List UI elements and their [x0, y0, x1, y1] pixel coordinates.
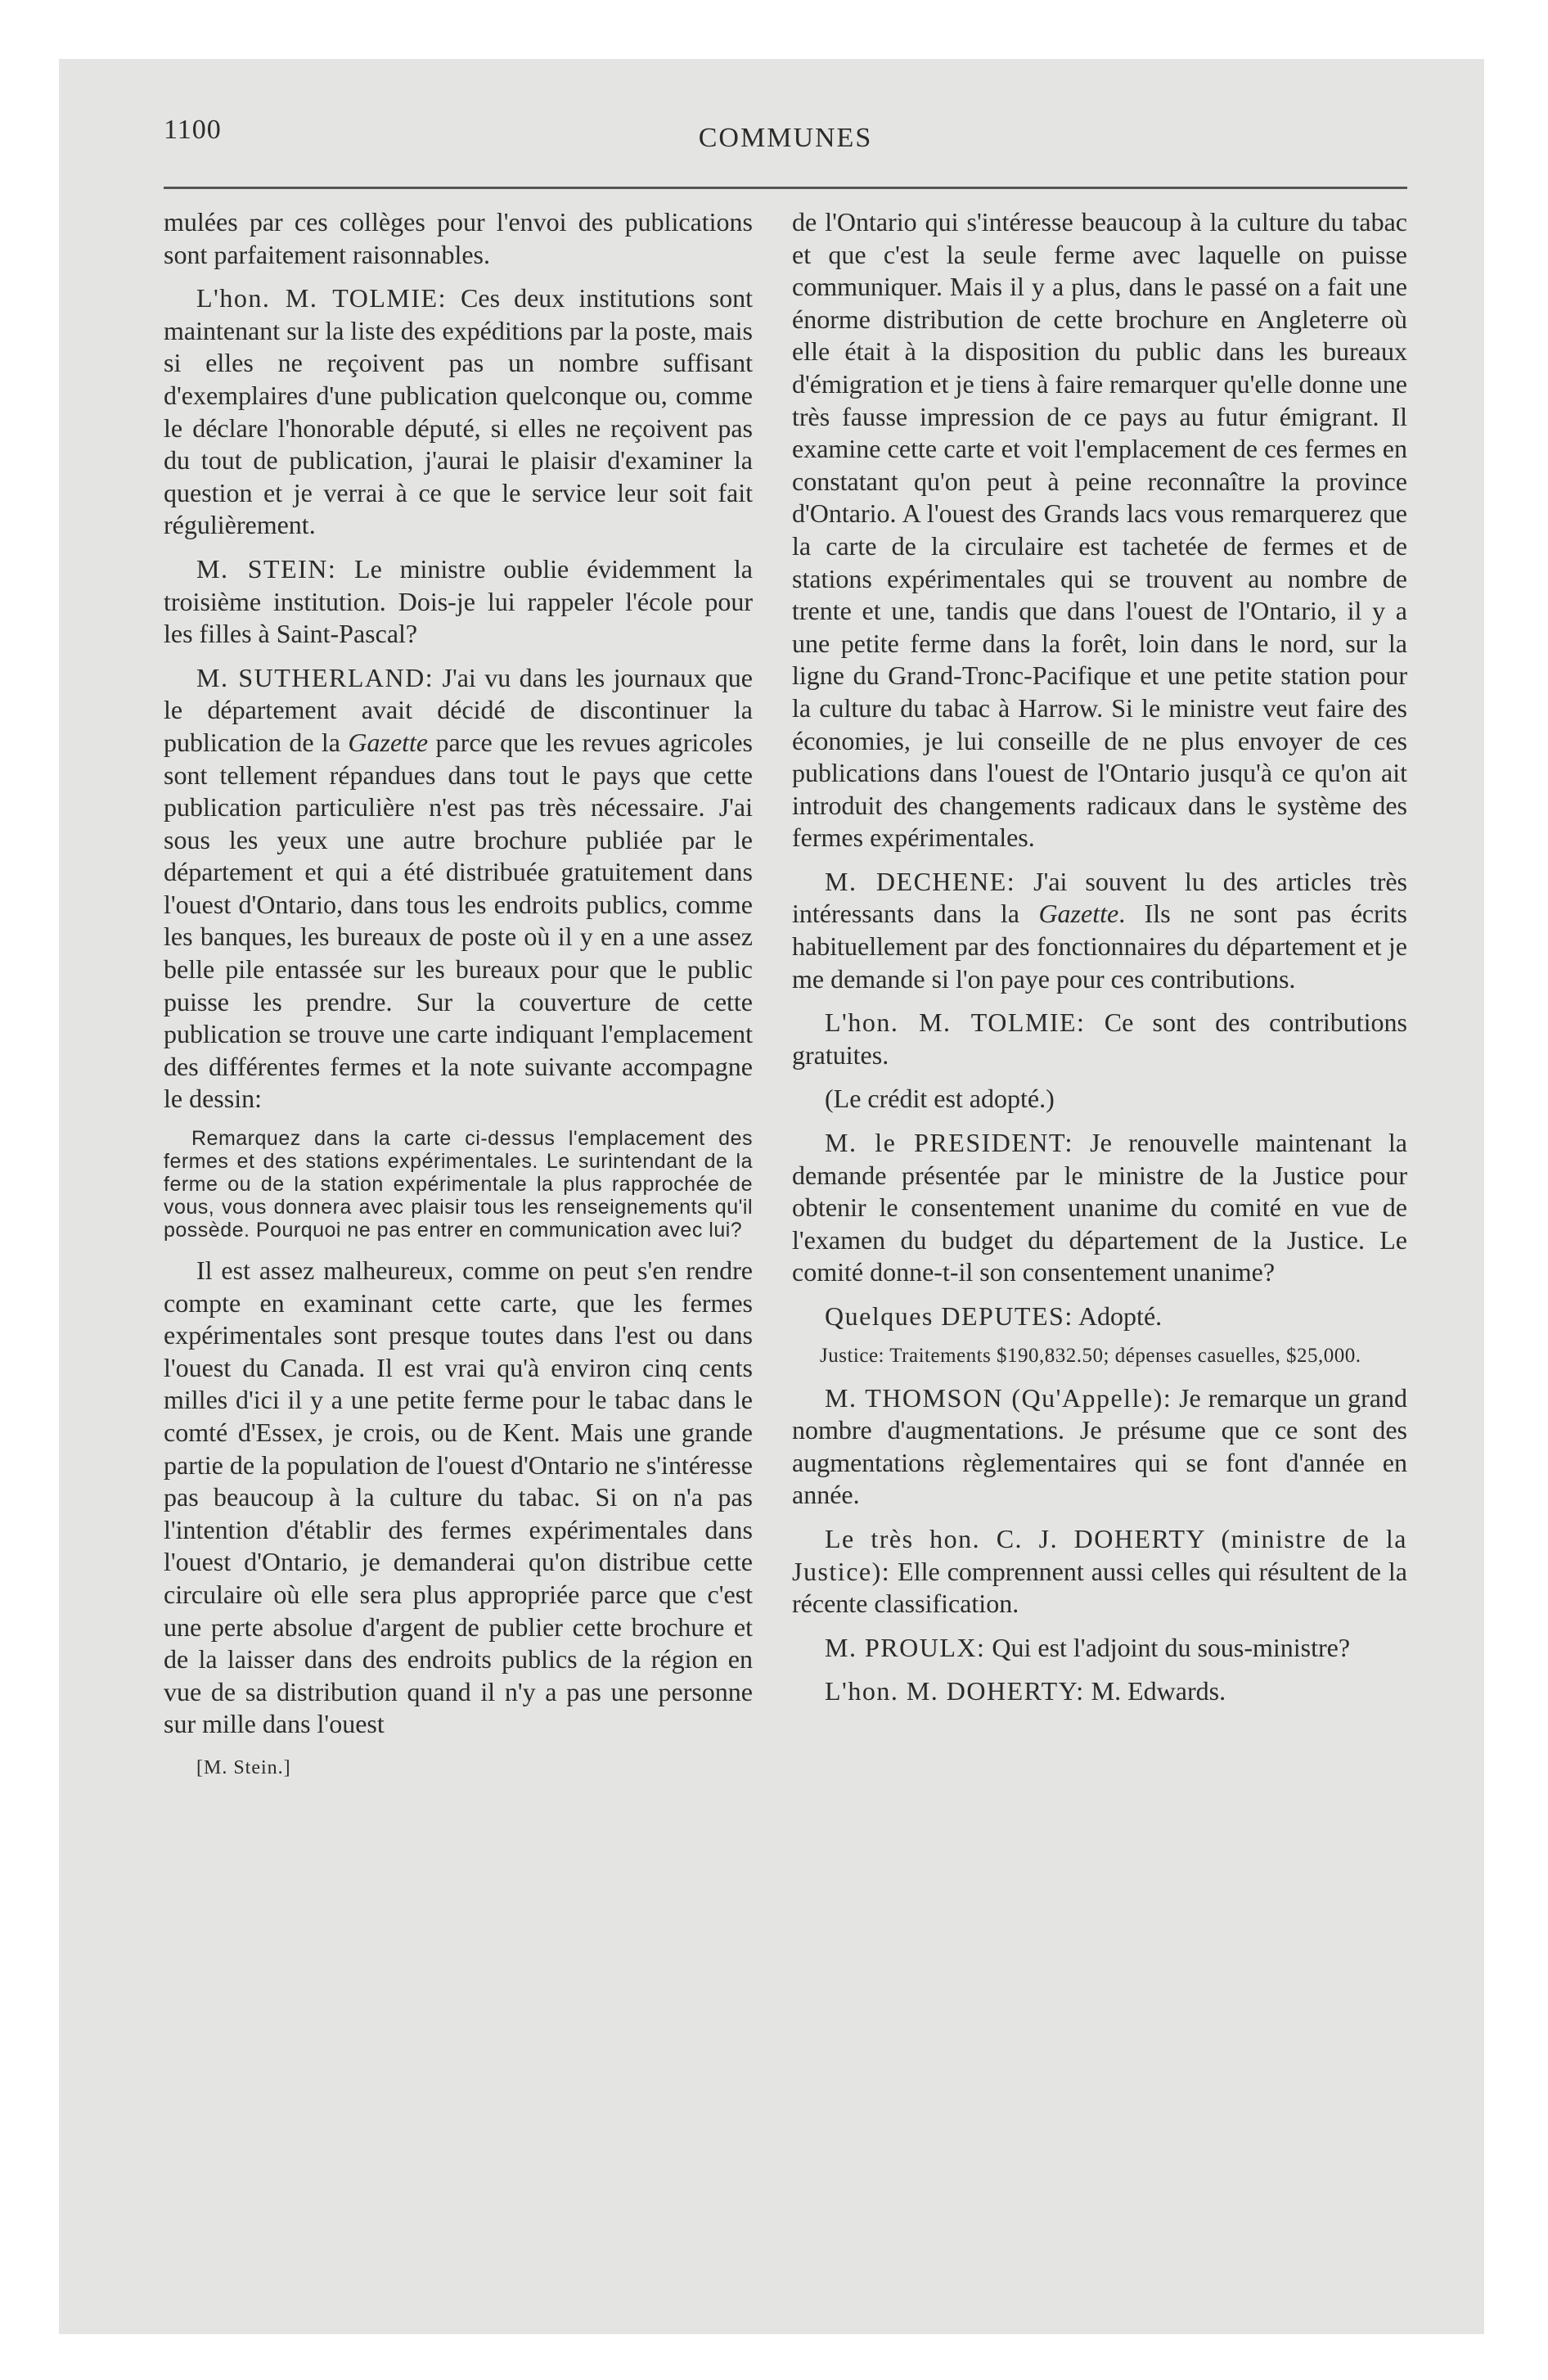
speech-text: Je renouvelle maintenant la demande présentée par le ministre de la Justice pour obtenir le consentement unanime du comité en vue de l'examen du budget du département de la Justice. Le comité donne-t-il son consentement unanime? [792, 1128, 1407, 1287]
speech-text: Le ministre oublie évidemment la troisième institution. Dois-je lui rappeler l'école pour les filles à Saint-Pascal? [164, 553, 754, 649]
speech-text: Qui est l'adjoint du sous-ministre? [985, 1632, 1351, 1662]
quoted-note: Remarquez dans la carte ci-dessus l'emplacement des fermes et des stations expérimentales. Le surintendant de la ferme ou de la station expérimentale la plus rapprochée de vous, vous donnera avec plaisir tous les renseignements qu'il possède. Pourquoi ne pas entrer en communication avec lui? [164, 1127, 753, 1242]
speaker-name: M. THOMSON (Qu'Appelle): [825, 1382, 1172, 1413]
publication-title: Gazette [348, 727, 429, 757]
speech-text: Elle comprennent aussi celles qui résultent de la récente classification. [792, 1556, 1407, 1619]
paragraph [792, 1382, 1407, 1512]
running-title: COMMUNES [698, 123, 873, 153]
right-column [792, 206, 1407, 1720]
paragraph: mulées par ces collèges pour l'envoi des publications sont parfaitement raisonnables. [164, 207, 753, 269]
speaker-name: M. PROULX: [825, 1632, 986, 1662]
paragraph [792, 1127, 1407, 1289]
paragraph [792, 1523, 1407, 1620]
speaker-name: M. DECHENE: [825, 866, 1016, 896]
speech-text: . Ils ne sont pas écrits habituellement par des fonctionnaires du département et je me demande si l'on paye pour ces contributions. [792, 899, 1408, 994]
speaker-name: Quelques DEPUTES: [825, 1301, 1073, 1331]
speech-text: Je remarque un grand nombre d'augmentations. Je présume que ce sont des augmentations règlementaires qui se font d'année en année. [792, 1382, 1408, 1510]
paragraph [164, 662, 753, 1116]
speech-text: M. Edwards. [1084, 1676, 1226, 1706]
paragraph [164, 282, 753, 542]
paragraph [164, 553, 753, 651]
paragraph [792, 1300, 1407, 1333]
page-number: 1100 [164, 115, 222, 145]
budget-item: Justice: Traitements $190,832.50; dépenses casuelles, $25,000. [820, 1344, 1361, 1367]
procedural-note: (Le crédit est adopté.) [825, 1084, 1055, 1114]
speaker-name: L'hon. M. TOLMIE: [825, 1007, 1086, 1038]
speaker-name: M. STEIN: [196, 553, 337, 584]
speaker-marker: [M. Stein.] [196, 1756, 291, 1778]
speech-text: Adopté. [1073, 1301, 1163, 1331]
speaker-name: M. SUTHERLAND: [196, 662, 434, 692]
page-header [164, 115, 1407, 164]
left-column [164, 206, 753, 1785]
paragraph [792, 1007, 1407, 1071]
speech-text: J'ai souvent lu des articles très intéressants dans la [792, 866, 1408, 929]
speaker-name: L'hon. M. TOLMIE: [196, 283, 447, 313]
speech-text: parce que les revues agricoles sont tellement répandues dans tout le pays que cette publication particulière n'est pas très nécessaire. J'ai sous les yeux une autre brochure publiée par le département et qui a été distribuée gratuitement dans l'ouest d'Ontario, dans tous les endroits publics, comme les banques, les bureaux de poste où il y en a une assez belle pile entassée sur les bureaux pour que le public puisse les prendre. Sur la couverture de cette publication se trouve une carte indiquant l'emplacement des différentes fermes et la note suivante accompagne le dessin: [164, 727, 754, 1114]
speaker-name: M. le PRESIDENT: [825, 1128, 1073, 1158]
paragraph [792, 866, 1407, 995]
paragraph: Il est assez malheureux, comme on peut s'en rendre compte en examinant cette carte, que les fermes expérimentales sont presque toutes dans l'est ou dans l'ouest du Canada. Il est vrai qu'à environ cinq cents milles d'ici il y a une petite ferme pour le tabac dans le comté d'Essex, je crois, ou de Kent. Mais une grande partie de la population de l'ouest d'Ontario ne s'intéresse pas beaucoup à la culture du tabac. Si on n'a pas l'intention d'établir des fermes expérimentales dans l'ouest d'Ontario, je demanderai qu'on distribue cette circulaire où elle sera plus appropriée parce que c'est une perte absolue d'argent de publier cette brochure et de la laisser dans des endroits publics de la région en vue de sa distribution quand il n'y a pas une personne sur mille dans l'ouest [164, 1255, 753, 1739]
speaker-name: Le très hon. C. J. DOHERTY (ministre de la Justice): [792, 1523, 1407, 1586]
paragraph [792, 1675, 1407, 1708]
speech-text: J'ai vu dans les journaux que le département avait décidé de discontinuer la publication de la [164, 662, 754, 757]
paragraph: de l'Ontario qui s'intéresse beaucoup à la culture du tabac et que c'est la seule ferme avec laquelle on puisse communiquer. Mais il y a plus, dans le passé on a fait une énorme distribution de cette brochure en Angleterre où elle était à la disposition du public dans les bureaux d'émigration et je tiens à faire remarquer qu'elle donne une très fausse impression de ce pays au futur émigrant. Il examine cette carte et voit l'emplacement de ces fermes en constatant qu'on peut à peine reconnaître la province d'Ontario. A l'ouest des Grands lacs vous remarquerez que la carte de la circulaire est tachetée de fermes et de stations expérimentales qui se trouvent au nombre de trente et une, tandis que dans l'ouest de l'Ontario, il y a une petite ferme dans la forêt, loin dans le nord, sur la ligne du Grand-Tronc-Pacifique et une petite station pour la culture du tabac à Harrow. Si le ministre veut faire des économies, je lui conseille de ne plus envoyer de ces publications dans l'ouest de l'Ontario jusqu'à ce qu'on ait introduit des changements radicaux dans le système des fermes expérimentales. [792, 207, 1407, 853]
header-rule [164, 187, 1407, 189]
publication-title: Gazette [1038, 899, 1119, 929]
speech-text: Ces deux institutions sont maintenant sur la liste des expéditions par la poste, mais si elles ne reçoivent pas un nombre suffisant d'exemplaires d'une publication quelconque ou, comme le déclare l'honorable député, si elles ne reçoivent pas du tout de publication, j'aurai le plaisir d'examiner la question et je verrai à ce que le service leur soit fait régulièrement. [164, 283, 754, 540]
paragraph [792, 1632, 1407, 1665]
speaker-name: L'hon. M. DOHERTY: [825, 1676, 1085, 1706]
speech-text: Ce sont des contributions gratuites. [792, 1007, 1408, 1070]
